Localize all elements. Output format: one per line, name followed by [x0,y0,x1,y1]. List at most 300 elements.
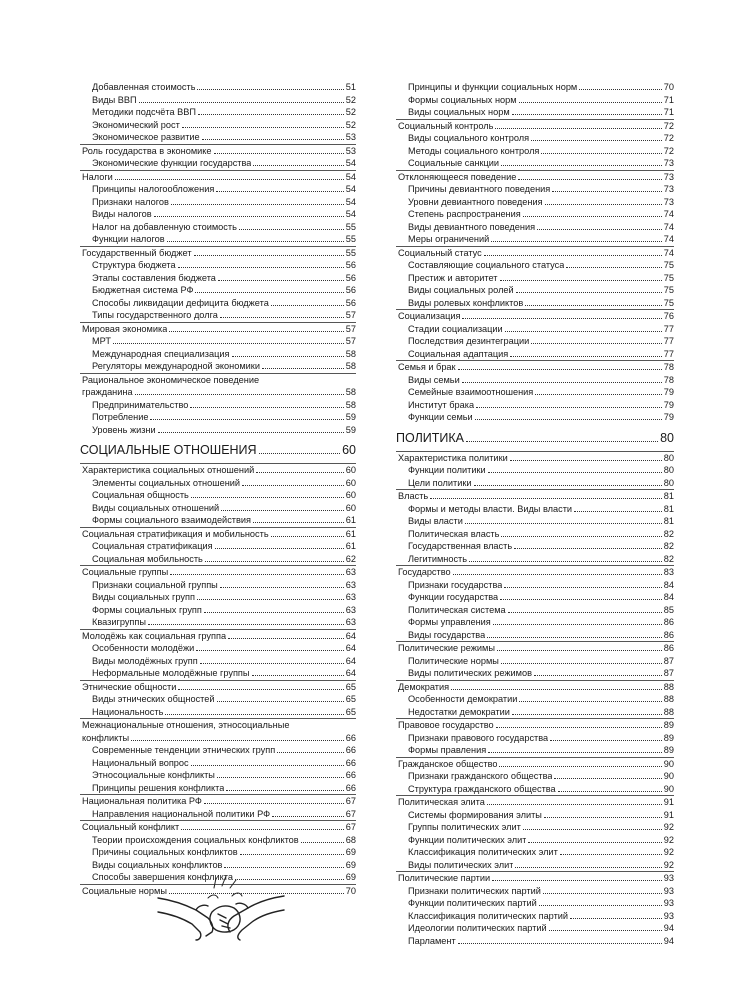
toc-entry-title: Престиж и авторитет [408,272,498,283]
toc-entry-title: Классификация политических элит [408,847,558,857]
toc-page-number: 80 [663,452,674,463]
toc-entry [80,693,356,706]
toc-entry [80,94,356,107]
toc-entry-title: Способы ликвидации дефицита бюджета [92,297,269,308]
toc-entry [396,157,674,170]
toc-page-number: 59 [345,412,356,422]
toc-entry-title: Характеристика политики [398,452,508,463]
toc-entry [396,565,674,579]
toc-entry [396,477,674,490]
toc-page-number: 82 [663,528,674,539]
toc-page-number: 79 [663,412,674,422]
toc-entry [80,540,356,553]
toc-entry-title: Степень распространения [408,209,521,219]
toc-page-number: 66 [345,770,356,780]
toc-dot-leader [165,714,343,715]
toc-entry-title: Налоги [82,171,113,182]
toc-entry-title: Признаки государства [408,579,503,590]
toc-page-number: 71 [663,94,674,105]
toc-dot-leader [194,255,344,256]
toc-dot-leader [558,791,662,792]
toc-dot-leader [197,599,344,600]
toc-entry [80,629,356,643]
toc-entry-title: Уровни девиантного поведения [408,196,543,207]
toc-entry [396,718,674,732]
toc-page-number: 80 [663,477,674,488]
toc-page-number: 81 [663,503,674,514]
toc-dot-leader [462,382,662,383]
toc-page-number: 74 [663,247,674,258]
toc-dot-leader [204,612,344,613]
toc-entry-title: Функции налогов [92,234,165,244]
toc-page-number: 72 [663,145,674,156]
toc-entry-title: Виды социального контроля [408,133,530,143]
toc-dot-leader [115,179,344,180]
toc-entry-title: Виды государства [408,629,486,640]
toc-dot-leader [277,752,344,753]
toc-page-number: 59 [345,424,356,435]
toc-dot-leader [458,369,662,370]
toc-entry [80,373,356,399]
toc-entry-title: Государство [398,567,451,577]
toc-dot-leader [171,204,344,205]
toc-entry [396,119,674,133]
toc-entry-title: Формы социальных норм [408,94,517,105]
toc-entry-title: конфликты [82,732,130,743]
toc-dot-leader [232,356,344,357]
toc-entry [80,744,356,757]
toc-entry-title: ПОЛИТИКА [396,430,464,445]
toc-entry [396,399,674,412]
toc-dot-leader [531,343,661,344]
toc-page-number: 73 [663,158,674,168]
toc-page-number: 93 [663,885,674,896]
toc-page-number: 54 [345,171,356,182]
toc-entry [80,477,356,490]
toc-page-number: 81 [663,491,674,501]
toc-page-number: 66 [345,757,356,768]
toc-entry-title: Виды социальных норм [408,107,510,117]
toc-entry-title: Правовое государство [398,720,494,730]
toc-page-number: 56 [345,260,356,270]
toc-entry [396,106,674,119]
toc-dot-leader [541,153,661,154]
toc-entry-title: Теории происхождения социальных конфликтов [92,834,299,845]
toc-entry [396,629,674,642]
toc-entry [80,655,356,668]
toc-entry-title: Формы социальных групп [92,604,202,615]
toc-page-number: 51 [345,82,356,92]
toc-entry [396,503,674,516]
toc-entry-title: Молодёжь как социальная группа [82,630,227,641]
toc-entry-title: Характеристика социальных отношений [82,465,255,475]
toc-dot-leader [523,216,662,217]
toc-entry-title: Виды социальных отношений [92,502,220,513]
toc-dot-leader [534,675,662,676]
toc-entry [396,221,674,234]
toc-dot-leader [190,407,343,408]
toc-page-number: 60 [345,502,356,513]
toc-entry [396,757,674,771]
toc-dot-leader [512,714,662,715]
toc-dot-leader [195,292,343,293]
toc-dot-leader [549,930,662,931]
toc-entry-title: Регуляторы международной экономики [92,361,260,371]
toc-page-number: 74 [663,221,674,232]
toc-entry [396,667,674,680]
toc-page-number: 82 [663,541,674,551]
toc-dot-leader [554,778,661,779]
toc-entry [80,794,356,808]
toc-entry-title: Функции политических партий [408,898,537,908]
toc-dot-leader [465,523,662,524]
toc-dot-leader [158,432,344,433]
toc-page-number: 63 [345,579,356,590]
toc-dot-leader [301,842,344,843]
toc-entry [396,809,674,822]
toc-entry [396,272,674,285]
toc-dot-leader [169,331,343,332]
toc-entry [396,145,674,158]
toc-page-number: 89 [663,720,674,730]
toc-dot-leader [487,804,662,805]
toc-entry-title: Направления национальной политики РФ [92,808,271,819]
toc-dot-leader [182,127,344,128]
toc-entry [80,183,356,196]
toc-entry [396,693,674,706]
toc-entry [396,335,674,348]
toc-entry [396,770,674,783]
toc-dot-leader [528,842,661,843]
toc-entry [80,642,356,655]
toc-page-number: 54 [345,184,356,194]
toc-dot-leader [191,497,344,498]
toc-dot-leader [510,460,662,461]
toc-page-number: 75 [663,272,674,283]
toc-entry-title: Идеологии политических партий [408,923,547,933]
toc-page-number: 56 [345,285,356,295]
toc-dot-leader [579,89,662,90]
toc-entry [396,284,674,297]
toc-entry [80,170,356,184]
toc-entry [80,846,356,859]
handshake-icon [156,868,286,948]
toc-dot-leader [131,740,344,741]
toc-dot-leader [148,624,344,625]
toc-page-number: 67 [345,796,356,806]
toc-entry [396,196,674,209]
toc-entry-title: Виды политических элит [408,859,514,870]
toc-entry [80,514,356,527]
toc-page-number: 54 [345,209,356,219]
toc-page-number: 67 [345,808,356,819]
toc-dot-leader [191,765,344,766]
toc-dot-leader [453,574,662,575]
toc-page-number: 63 [345,592,356,602]
toc-entry [80,106,356,119]
toc-entry [396,170,674,184]
toc-dot-leader [474,485,662,486]
toc-entry-title: Особенности демократии [408,694,518,704]
toc-dot-leader [256,472,344,473]
toc-entry [80,834,356,847]
toc-entry-title: Роль государства в экономике [82,145,212,156]
toc-dot-leader [252,675,344,676]
toc-page-number: 89 [663,745,674,755]
toc-entry-title: Налог на добавленную стоимость [92,221,237,232]
toc-page-number: 66 [345,745,356,755]
toc-entry [396,208,674,221]
toc-dot-leader [271,305,344,306]
toc-entry [80,335,356,348]
toc-page-number: 90 [663,783,674,794]
toc-page-number: 60 [345,465,356,475]
toc-entry-title: Национальная политика РФ [82,796,202,806]
toc-entry [396,859,674,872]
toc-page-number: 94 [663,935,674,946]
toc-page-number: 55 [345,247,356,258]
toc-page-number: 78 [663,362,674,372]
toc-dot-leader [272,816,344,817]
toc-dot-leader [253,522,344,523]
toc-entry-title: МРТ [92,336,111,346]
toc-page-number: 87 [663,655,674,666]
toc-page-number: 70 [345,885,356,896]
toc-entry-title: Причины социальных конфликтов [92,847,238,857]
toc-entry-title: Политические нормы [408,655,499,666]
toc-dot-leader [220,317,344,318]
toc-dot-leader [462,318,661,319]
toc-entry [396,411,674,424]
toc-entry-title: Международная специализация [92,348,230,359]
toc-entry-title-line: Межнациональные отношения, этносоциальные [82,720,290,730]
toc-entry-title: Политические режимы [398,643,495,653]
toc-dot-leader [560,854,662,855]
toc-page-number: 57 [345,310,356,320]
toc-entry-title: Экономический рост [92,119,180,130]
toc-page-number: 92 [663,822,674,832]
toc-entry-title: Последствия дезинтеграции [408,336,530,346]
toc-page-number: 61 [345,541,356,551]
toc-page-number: 69 [345,859,356,870]
toc-entry [80,782,356,795]
toc-dot-leader [167,241,344,242]
toc-entry-title-line: Рациональное экономическое поведение [82,374,260,385]
toc-entry [396,732,674,745]
toc-entry-title: Виды налогов [92,209,152,219]
toc-entry-title: Мировая экономика [82,323,168,334]
toc-dot-leader [543,893,662,894]
toc-dot-leader [458,943,662,944]
toc-dot-leader [113,343,344,344]
toc-entry-title: Функции государства [408,592,499,602]
toc-entry [396,616,674,629]
toc-page-number: 77 [663,323,674,334]
toc-entry [396,246,674,260]
toc-entry [80,119,356,132]
toc-dot-leader [262,368,344,369]
toc-entry [80,196,356,209]
toc-page-number: 91 [663,797,674,807]
toc-entry-title: Экономические функции государства [92,158,252,168]
toc-entry [396,655,674,668]
toc-entry [396,553,674,566]
toc-entry-title: Современные тенденции этнических групп [92,745,276,755]
toc-entry-title: Виды политических режимов [408,668,532,678]
toc-entry [396,706,674,719]
toc-entry [396,309,674,323]
toc-entry-title: Виды ВВП [92,94,137,105]
toc-page-number: 56 [345,297,356,308]
toc-entry-title: Формы социального взаимодействия [92,515,251,525]
toc-entry-title: Функции политических элит [408,834,527,845]
toc-entry [80,591,356,604]
toc-entry-title: Цели политики [408,477,472,488]
toc-page-number: 81 [663,516,674,526]
toc-entry-title: Этапы составления бюджета [92,272,216,283]
toc-dot-leader [139,102,344,103]
toc-entry-title: Неформальные молодёжные группы [92,668,250,678]
toc-dot-leader [537,229,662,230]
toc-dot-leader [466,441,658,442]
toc-entry-title: Признаки налогов [92,196,169,207]
toc-entry [396,922,674,935]
toc-page-number: 87 [663,668,674,678]
toc-dot-leader [214,153,344,154]
toc-dot-leader [220,587,344,588]
toc-entry [80,667,356,680]
toc-entry-title: Социальные нормы [82,885,167,896]
toc-dot-leader [242,485,344,486]
toc-dot-leader [196,650,343,651]
toc-entry-title: Добавленная стоимость [92,82,196,92]
toc-page-number: 75 [663,285,674,295]
toc-entry [396,348,674,361]
toc-entry [80,579,356,592]
toc-entry-title: Типы государственного долга [92,310,218,320]
toc-entry [80,348,356,361]
toc-entry [396,386,674,399]
toc-dot-leader [545,204,662,205]
toc-page-number: 53 [345,145,356,156]
toc-entry-title: Формы и методы власти. Виды власти [408,503,573,514]
toc-entry [80,144,356,158]
toc-entry-title: Политическая власть [408,528,500,539]
toc-dot-leader [491,241,662,242]
toc-page-number: 86 [663,629,674,640]
toc-page-number: 68 [345,834,356,845]
toc-entry [396,591,674,604]
toc-dot-leader [150,419,343,420]
toc-entry-title: Государственный бюджет [82,247,192,258]
toc-entry [396,910,674,923]
toc-page-number: 70 [663,82,674,92]
toc-entry [80,411,356,424]
toc-column-right [396,81,674,947]
toc-dot-leader [501,165,662,166]
toc-entry-title: Формы управления [408,617,491,627]
toc-entry-title: Структура бюджета [92,260,176,270]
toc-dot-leader [501,663,662,664]
toc-entry-title: Виды семьи [408,374,460,385]
toc-entry-title: Структура гражданского общества [408,783,556,794]
toc-entry [396,515,674,528]
toc-entry [396,259,674,272]
toc-entry-title: Социальная мобильность [92,553,203,564]
toc-dot-leader [539,905,662,906]
toc-entry-title: Социальная стратификация и мобильность [82,528,269,539]
toc-page-number: 77 [663,336,674,346]
toc-entry-title: Этносоциальные конфликты [92,770,215,780]
toc-entry-title: Признаки социальной группы [92,579,218,590]
toc-page-number: 89 [663,732,674,743]
toc-entry-title: Меры ограничений [408,234,490,244]
toc-entry-title: Социальный конфликт [82,822,180,832]
toc-entry [80,309,356,322]
toc-entry [80,259,356,272]
toc-dot-leader [202,139,344,140]
toc-entry-title: Социализация [398,311,461,321]
toc-entry-title: Социальные санкции [408,158,500,168]
toc-entry-title: Признаки гражданского общества [408,771,553,781]
toc-entry [396,540,674,553]
toc-entry [80,208,356,221]
toc-dot-leader [518,179,661,180]
toc-dot-leader [216,191,343,192]
toc-entry-title: Принципы решения конфликта [92,782,225,793]
toc-dot-leader [512,114,662,115]
toc-entry [396,744,674,757]
toc-entry [80,221,356,234]
toc-entry-title: Классификация политических партий [408,910,569,921]
toc-page-number: 93 [663,873,674,883]
toc-entry [396,821,674,834]
toc-entry-title: Социальная адаптация [408,348,509,359]
toc-entry-title: Виды ролевых конфликтов [408,297,524,308]
toc-entry-title: Виды социальных ролей [408,285,514,295]
toc-page-number: 54 [345,196,356,207]
toc-entry-title: Принципы и функции социальных норм [408,82,578,92]
toc-page-number: 92 [663,847,674,857]
toc-entry-title: Составляющие социального статуса [408,260,565,270]
toc-entry-title: Бюджетная система РФ [92,285,194,295]
toc-page-number: 54 [345,158,356,168]
toc-dot-leader [135,394,344,395]
toc-entry-title: Национальный вопрос [92,757,189,768]
toc-entry-title: Отклоняющееся поведение [398,171,517,182]
toc-entry [396,374,674,387]
toc-entry [80,246,356,260]
toc-dot-leader [493,624,662,625]
toc-entry-title: Национальность [92,706,164,717]
toc-entry [80,757,356,770]
toc-page-number: 84 [663,592,674,602]
toc-page-number: 75 [663,260,674,270]
toc-entry [396,132,674,145]
toc-entry [396,323,674,336]
toc-page-number: 73 [663,171,674,182]
toc-entry-title: Виды этнических общностей [92,694,215,704]
toc-dot-leader [574,511,662,512]
toc-entry-title: Признаки правового государства [408,732,549,743]
toc-page-number: 64 [345,655,356,666]
toc-dot-leader [217,777,344,778]
toc-entry [80,360,356,373]
toc-entry-title: Функции политики [408,465,486,475]
toc-dot-leader [217,701,344,702]
toc-entry [396,464,674,477]
toc-entry-title: Социальная общность [92,490,189,500]
